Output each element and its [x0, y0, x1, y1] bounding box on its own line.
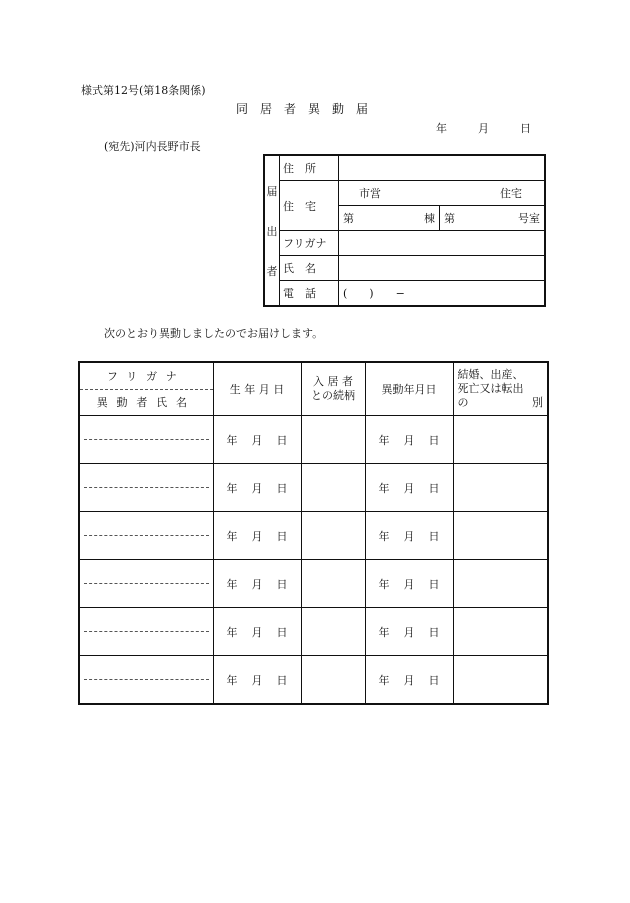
page-title: 同 居 者 異 動 届: [236, 102, 369, 116]
header-furigana: フリガナ: [80, 363, 213, 390]
birthdate-cell[interactable]: 年 月 日: [213, 416, 301, 464]
changer-name-cell[interactable]: [79, 608, 213, 656]
table-row: [79, 464, 548, 512]
reason-cell[interactable]: [453, 560, 548, 608]
table-row: [79, 416, 548, 464]
header-relation: 入 居 者 との続柄: [301, 362, 365, 416]
table-row: [79, 608, 548, 656]
change-date-cell[interactable]: 年 月 日: [365, 416, 453, 464]
changer-name-cell[interactable]: [79, 512, 213, 560]
birthdate-cell[interactable]: 年 月 日: [213, 608, 301, 656]
date-line: [436, 120, 531, 136]
table-row: [79, 656, 548, 705]
reason-cell[interactable]: [453, 416, 548, 464]
date-month: 月: [478, 122, 489, 135]
changer-name-cell[interactable]: [79, 560, 213, 608]
birthdate-cell[interactable]: 年 月 日: [213, 464, 301, 512]
birthdate-cell[interactable]: 年 月 日: [213, 656, 301, 705]
address-field[interactable]: [339, 155, 546, 181]
changer-name-cell[interactable]: [79, 464, 213, 512]
birthdate-cell[interactable]: 年 月 日: [213, 512, 301, 560]
birthdate-cell[interactable]: 年 月 日: [213, 560, 301, 608]
change-table: [78, 361, 549, 705]
housing-city: 市営: [359, 187, 381, 200]
applicant-box: [263, 154, 546, 307]
housing-suffix: 住宅: [500, 187, 522, 200]
reason-cell[interactable]: [453, 656, 548, 705]
date-day: 日: [520, 122, 531, 135]
applicant-vertical-label: 届 出 者: [264, 155, 280, 306]
phone-label: 電 話: [280, 281, 339, 307]
relation-cell[interactable]: [301, 464, 365, 512]
changer-name-cell[interactable]: [79, 416, 213, 464]
change-date-cell[interactable]: 年 月 日: [365, 560, 453, 608]
reason-cell[interactable]: [453, 512, 548, 560]
relation-cell[interactable]: [301, 416, 365, 464]
furigana-field[interactable]: [339, 231, 546, 256]
relation-cell[interactable]: [301, 608, 365, 656]
room-number-field[interactable]: 第 号室: [440, 206, 546, 231]
header-name: [79, 362, 213, 416]
address-label: 住 所: [280, 155, 339, 181]
form-number: 様式第12号(第18条関係): [81, 84, 206, 97]
header-birthdate: 生 年 月 日: [213, 362, 301, 416]
relation-cell[interactable]: [301, 512, 365, 560]
name-label: 氏 名: [280, 256, 339, 281]
change-date-cell[interactable]: 年 月 日: [365, 608, 453, 656]
change-date-cell[interactable]: 年 月 日: [365, 656, 453, 705]
building-number-field[interactable]: 第 棟: [339, 206, 440, 231]
relation-cell[interactable]: [301, 656, 365, 705]
header-changer-name: 異動者氏名: [96, 396, 196, 410]
housing-name-field[interactable]: [339, 181, 546, 206]
reason-cell[interactable]: [453, 464, 548, 512]
change-date-cell[interactable]: 年 月 日: [365, 464, 453, 512]
phone-field[interactable]: ( ) −: [339, 281, 546, 307]
relation-cell[interactable]: [301, 560, 365, 608]
notice-text: 次のとおり異動しましたのでお届けします。: [104, 327, 324, 340]
header-change-date: 異動年月日: [365, 362, 453, 416]
addressee: (宛先)河内長野市長: [104, 140, 201, 153]
change-date-cell[interactable]: 年 月 日: [365, 512, 453, 560]
table-row: [79, 512, 548, 560]
changer-name-cell[interactable]: [79, 656, 213, 705]
date-year: 年: [436, 122, 447, 135]
table-row: [79, 560, 548, 608]
reason-cell[interactable]: [453, 608, 548, 656]
furigana-label: フリガナ: [280, 231, 339, 256]
housing-label: 住 宅: [280, 181, 339, 231]
name-field[interactable]: [339, 256, 546, 281]
header-reason: 結婚、出産、 死亡又は転出 の 別: [453, 362, 548, 416]
